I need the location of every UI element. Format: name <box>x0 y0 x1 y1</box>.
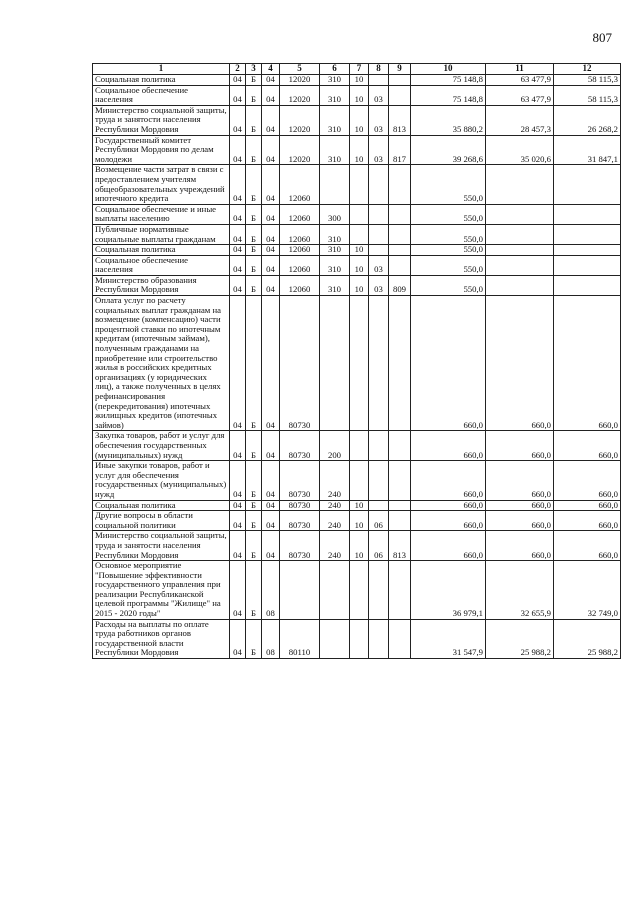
cell-value <box>389 296 411 431</box>
cell-value: 660,0 <box>486 531 554 561</box>
cell-value: 04 <box>230 105 246 135</box>
col-header: 1 <box>93 64 230 75</box>
cell-value <box>389 85 411 105</box>
cell-value <box>320 561 350 620</box>
cell-value: Б <box>246 165 262 204</box>
row-label: Министерство социальной защиты, труда и занятости населения Республики Мордовия <box>93 105 230 135</box>
row-label: Другие вопросы в области социальной политики <box>93 511 230 531</box>
table-row <box>93 561 621 620</box>
cell-value: 660,0 <box>411 431 486 461</box>
col-header: 7 <box>350 64 369 75</box>
cell-value <box>554 224 621 244</box>
cell-value: 660,0 <box>486 500 554 511</box>
cell-value: 06 <box>369 511 389 531</box>
cell-value: Б <box>246 619 262 658</box>
cell-value: 12060 <box>280 224 320 244</box>
cell-value: 12020 <box>280 135 320 165</box>
cell-value <box>389 224 411 244</box>
cell-value: 550,0 <box>411 165 486 204</box>
cell-value: 310 <box>320 255 350 275</box>
cell-value: Б <box>246 255 262 275</box>
cell-value: Б <box>246 135 262 165</box>
table-row <box>93 296 621 431</box>
cell-value: 35 880,2 <box>411 105 486 135</box>
table-row <box>93 135 621 165</box>
cell-value: 200 <box>320 431 350 461</box>
table-row <box>93 511 621 531</box>
cell-value: 08 <box>262 561 280 620</box>
row-label: Иные закупки товаров, работ и услуг для обеспечения государственных (муниципальных) нужд <box>93 461 230 500</box>
cell-value: 550,0 <box>411 245 486 256</box>
cell-value: 80730 <box>280 511 320 531</box>
cell-value <box>389 500 411 511</box>
row-label: Социальная политика <box>93 75 230 86</box>
cell-value: 310 <box>320 85 350 105</box>
cell-value <box>369 619 389 658</box>
cell-value: 04 <box>230 511 246 531</box>
cell-value: 04 <box>230 224 246 244</box>
cell-value: 04 <box>262 431 280 461</box>
row-label: Социальная политика <box>93 245 230 256</box>
cell-value <box>369 165 389 204</box>
cell-value: 660,0 <box>411 500 486 511</box>
cell-value <box>486 245 554 256</box>
cell-value: 03 <box>369 255 389 275</box>
cell-value: 04 <box>230 531 246 561</box>
cell-value: 660,0 <box>486 461 554 500</box>
cell-value: 04 <box>230 204 246 224</box>
cell-value: 10 <box>350 500 369 511</box>
cell-value: 04 <box>262 224 280 244</box>
row-label: Социальная политика <box>93 500 230 511</box>
cell-value: Б <box>246 224 262 244</box>
cell-value: 660,0 <box>486 511 554 531</box>
cell-value: 63 477,9 <box>486 75 554 86</box>
cell-value <box>389 561 411 620</box>
cell-value: 80730 <box>280 431 320 461</box>
cell-value <box>486 224 554 244</box>
cell-value: 04 <box>230 275 246 295</box>
cell-value <box>280 561 320 620</box>
cell-value: 04 <box>262 255 280 275</box>
cell-value: 28 457,3 <box>486 105 554 135</box>
cell-value: 12060 <box>280 204 320 224</box>
cell-value: 813 <box>389 531 411 561</box>
row-label: Социальное обеспечение населения <box>93 255 230 275</box>
row-label: Возмещение части затрат в связи с предоставлением учителям общеобразовательных учреждений ипотечного кредита <box>93 165 230 204</box>
cell-value: 31 547,9 <box>411 619 486 658</box>
cell-value: 12020 <box>280 85 320 105</box>
cell-value <box>554 204 621 224</box>
cell-value: 80730 <box>280 500 320 511</box>
cell-value: 660,0 <box>554 511 621 531</box>
cell-value <box>320 619 350 658</box>
table-row <box>93 75 621 86</box>
cell-value: 58 115,3 <box>554 85 621 105</box>
cell-value: 660,0 <box>411 296 486 431</box>
row-label: Закупка товаров, работ и услуг для обеспечения государственных (муниципальных) нужд <box>93 431 230 461</box>
cell-value: 03 <box>369 85 389 105</box>
cell-value: 08 <box>262 619 280 658</box>
cell-value: 550,0 <box>411 275 486 295</box>
cell-value: 660,0 <box>554 296 621 431</box>
header-row <box>93 64 621 75</box>
cell-value: 04 <box>262 461 280 500</box>
cell-value: 660,0 <box>411 461 486 500</box>
table-row <box>93 255 621 275</box>
table-row <box>93 461 621 500</box>
cell-value: 240 <box>320 531 350 561</box>
cell-value <box>350 619 369 658</box>
cell-value: 36 979,1 <box>411 561 486 620</box>
cell-value: 660,0 <box>554 531 621 561</box>
cell-value <box>369 296 389 431</box>
cell-value <box>389 75 411 86</box>
cell-value: 240 <box>320 500 350 511</box>
col-header: 6 <box>320 64 350 75</box>
cell-value: 04 <box>230 85 246 105</box>
cell-value <box>350 431 369 461</box>
cell-value: 26 268,2 <box>554 105 621 135</box>
cell-value <box>486 165 554 204</box>
cell-value: 550,0 <box>411 224 486 244</box>
cell-value <box>350 224 369 244</box>
table-row <box>93 245 621 256</box>
cell-value: 04 <box>262 511 280 531</box>
cell-value: 310 <box>320 135 350 165</box>
cell-value: 04 <box>262 531 280 561</box>
cell-value: 25 988,2 <box>486 619 554 658</box>
cell-value: 660,0 <box>486 431 554 461</box>
cell-value: 03 <box>369 275 389 295</box>
cell-value: 04 <box>262 165 280 204</box>
cell-value: 03 <box>369 135 389 165</box>
cell-value: 31 847,1 <box>554 135 621 165</box>
cell-value: 04 <box>230 75 246 86</box>
cell-value: 04 <box>262 135 280 165</box>
cell-value: 10 <box>350 85 369 105</box>
cell-value <box>486 275 554 295</box>
cell-value: 04 <box>262 105 280 135</box>
cell-value: 39 268,6 <box>411 135 486 165</box>
cell-value: 80730 <box>280 461 320 500</box>
cell-value: 12060 <box>280 165 320 204</box>
cell-value: 660,0 <box>411 511 486 531</box>
cell-value <box>389 461 411 500</box>
table-row <box>93 105 621 135</box>
cell-value: 04 <box>230 500 246 511</box>
cell-value: 550,0 <box>411 255 486 275</box>
table-row <box>93 531 621 561</box>
cell-value: 32 655,9 <box>486 561 554 620</box>
cell-value: Б <box>246 461 262 500</box>
cell-value: Б <box>246 431 262 461</box>
cell-value: 813 <box>389 105 411 135</box>
cell-value <box>369 75 389 86</box>
cell-value: 75 148,8 <box>411 75 486 86</box>
cell-value: 04 <box>262 75 280 86</box>
cell-value: 63 477,9 <box>486 85 554 105</box>
cell-value <box>486 204 554 224</box>
cell-value: 04 <box>230 431 246 461</box>
cell-value: 04 <box>262 85 280 105</box>
cell-value <box>350 296 369 431</box>
cell-value: 660,0 <box>554 431 621 461</box>
cell-value: 809 <box>389 275 411 295</box>
cell-value: 10 <box>350 135 369 165</box>
cell-value <box>369 431 389 461</box>
cell-value: 550,0 <box>411 204 486 224</box>
cell-value <box>554 255 621 275</box>
cell-value <box>389 511 411 531</box>
cell-value: 10 <box>350 255 369 275</box>
cell-value: 03 <box>369 105 389 135</box>
cell-value <box>389 245 411 256</box>
table-row <box>93 500 621 511</box>
cell-value: 10 <box>350 275 369 295</box>
col-header: 3 <box>246 64 262 75</box>
row-label: Социальное обеспечение населения <box>93 85 230 105</box>
cell-value <box>554 275 621 295</box>
cell-value <box>369 500 389 511</box>
cell-value: 10 <box>350 511 369 531</box>
cell-value: Б <box>246 500 262 511</box>
cell-value <box>350 165 369 204</box>
cell-value: 240 <box>320 461 350 500</box>
col-header: 4 <box>262 64 280 75</box>
cell-value: 04 <box>230 561 246 620</box>
cell-value: 660,0 <box>411 531 486 561</box>
cell-value: 10 <box>350 105 369 135</box>
col-header: 9 <box>389 64 411 75</box>
cell-value: 04 <box>230 619 246 658</box>
row-label: Социальное обеспечение и иные выплаты населению <box>93 204 230 224</box>
cell-value: 12060 <box>280 245 320 256</box>
cell-value <box>369 245 389 256</box>
cell-value: 660,0 <box>554 461 621 500</box>
cell-value <box>320 165 350 204</box>
row-label: Министерство социальной защиты, труда и занятости населения Республики Мордовия <box>93 531 230 561</box>
cell-value: 04 <box>230 135 246 165</box>
cell-value: 04 <box>230 165 246 204</box>
cell-value: 25 988,2 <box>554 619 621 658</box>
cell-value: Б <box>246 511 262 531</box>
cell-value: 75 148,8 <box>411 85 486 105</box>
cell-value <box>369 224 389 244</box>
cell-value: 04 <box>230 255 246 275</box>
cell-value: 12060 <box>280 275 320 295</box>
cell-value: Б <box>246 85 262 105</box>
col-header: 8 <box>369 64 389 75</box>
cell-value: 80730 <box>280 296 320 431</box>
cell-value: Б <box>246 296 262 431</box>
table-row <box>93 224 621 244</box>
table-row <box>93 85 621 105</box>
cell-value: 12020 <box>280 75 320 86</box>
cell-value: 80110 <box>280 619 320 658</box>
cell-value: 817 <box>389 135 411 165</box>
budget-table <box>92 63 621 659</box>
cell-value: 310 <box>320 275 350 295</box>
cell-value <box>350 561 369 620</box>
cell-value: 310 <box>320 75 350 86</box>
table-body <box>93 75 621 659</box>
cell-value: 04 <box>230 245 246 256</box>
cell-value: 300 <box>320 204 350 224</box>
cell-value <box>389 255 411 275</box>
row-label: Расходы на выплаты по оплате труда работников органов государственной власти Республики Мордовия <box>93 619 230 658</box>
cell-value <box>389 165 411 204</box>
cell-value <box>320 296 350 431</box>
cell-value: Б <box>246 75 262 86</box>
cell-value <box>389 431 411 461</box>
cell-value: 660,0 <box>554 500 621 511</box>
cell-value: Б <box>246 531 262 561</box>
cell-value: 10 <box>350 531 369 561</box>
cell-value: 10 <box>350 245 369 256</box>
cell-value <box>350 461 369 500</box>
cell-value: Б <box>246 105 262 135</box>
cell-value: 310 <box>320 245 350 256</box>
cell-value <box>554 245 621 256</box>
cell-value: 80730 <box>280 531 320 561</box>
table-row <box>93 275 621 295</box>
cell-value: 04 <box>262 275 280 295</box>
page-number: 807 <box>592 30 612 45</box>
table-row <box>93 619 621 658</box>
row-label: Оплата услуг по расчету социальных выплат гражданам на возмещение (компенсацию) части процентной ставки по ипотечным кредитам (ипотечным займам), полученным гражданами на приобретение или строительство жилья в российских кредитных организациях (у юридических лиц), а также полученных в целях рефинансирования (перекредитования) ипотечных жилищных кредитов (ипотечных займов) <box>93 296 230 431</box>
col-header: 11 <box>486 64 554 75</box>
cell-value: 32 749,0 <box>554 561 621 620</box>
cell-value: 04 <box>230 296 246 431</box>
cell-value: 12020 <box>280 105 320 135</box>
cell-value: 04 <box>262 245 280 256</box>
row-label: Министерство образования Республики Мордовия <box>93 275 230 295</box>
cell-value <box>350 204 369 224</box>
cell-value: Б <box>246 275 262 295</box>
table-row <box>93 165 621 204</box>
col-header: 5 <box>280 64 320 75</box>
cell-value: 04 <box>262 500 280 511</box>
cell-value <box>389 619 411 658</box>
cell-value: Б <box>246 204 262 224</box>
cell-value: Б <box>246 245 262 256</box>
col-header: 10 <box>411 64 486 75</box>
cell-value: 04 <box>262 296 280 431</box>
col-header: 12 <box>554 64 621 75</box>
row-label: Государственный комитет Республики Мордовия по делам молодежи <box>93 135 230 165</box>
table-row <box>93 204 621 224</box>
cell-value: 660,0 <box>486 296 554 431</box>
cell-value <box>369 204 389 224</box>
cell-value: 310 <box>320 224 350 244</box>
col-header: 2 <box>230 64 246 75</box>
cell-value: 310 <box>320 105 350 135</box>
table-row <box>93 431 621 461</box>
cell-value: 04 <box>230 461 246 500</box>
cell-value: 10 <box>350 75 369 86</box>
cell-value: 240 <box>320 511 350 531</box>
cell-value <box>554 165 621 204</box>
cell-value <box>369 461 389 500</box>
cell-value: 35 020,6 <box>486 135 554 165</box>
cell-value: 12060 <box>280 255 320 275</box>
row-label: Публичные нормативные социальные выплаты гражданам <box>93 224 230 244</box>
cell-value: 06 <box>369 531 389 561</box>
cell-value <box>486 255 554 275</box>
row-label: Основное мероприятие "Повышение эффективности государственного управления при реализации Республиканской целевой программы "Жилище" на 2015 - 2020 годы" <box>93 561 230 620</box>
cell-value: 04 <box>262 204 280 224</box>
cell-value <box>389 204 411 224</box>
cell-value: Б <box>246 561 262 620</box>
cell-value <box>369 561 389 620</box>
cell-value: 58 115,3 <box>554 75 621 86</box>
